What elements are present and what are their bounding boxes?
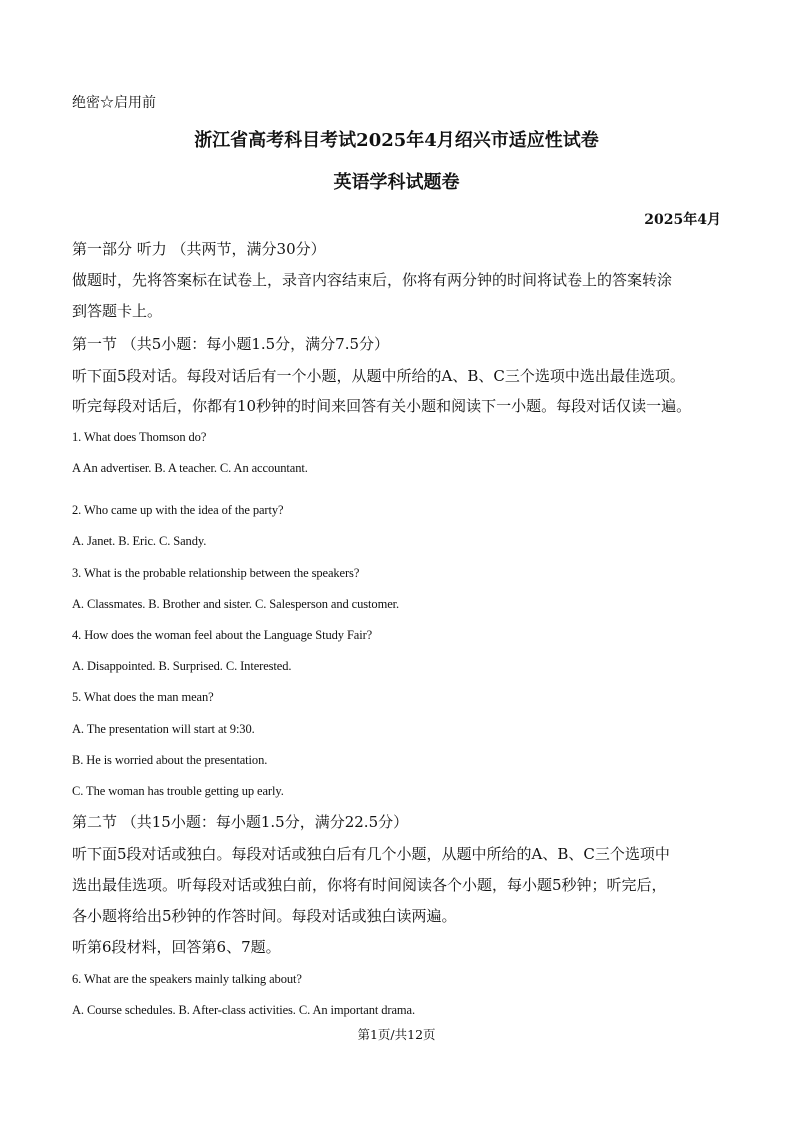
question-6: 6. What are the speakers mainly talking about? xyxy=(72,972,302,986)
question-5-option-b: B. He is worried about the presentation. xyxy=(72,753,268,767)
question-3-options: A. Classmates. B. Brother and sister. C. Salesperson and customer. xyxy=(72,597,400,611)
question-5-option-c: C. The woman has trouble getting up early. xyxy=(72,784,284,798)
section2-instructions-line3: 各小题将给出5秒钟的作答时间。每段对话或独白读两遍。 xyxy=(72,907,457,925)
section2-heading: 第二节 （共15小题：每小题1.5分，满分22.5分） xyxy=(72,813,409,831)
question-1: 1. What does Thomson do? xyxy=(72,430,207,444)
material-6-instruction: 听第6段材料，回答第6、7题。 xyxy=(72,938,281,956)
part1-heading: 第一部分 听力 （共两节，满分30分） xyxy=(72,240,326,258)
section1-instructions-line2: 听完每段对话后，你都有10秒钟的时间来回答有关小题和阅读下一小题。每段对话仅读一遍。 xyxy=(72,397,692,415)
question-2: 2. Who came up with the idea of the party? xyxy=(72,503,284,517)
question-6-options: A. Course schedules. B. After-class activities. C. An important drama. xyxy=(72,1003,416,1017)
question-3: 3. What is the probable relationship between the speakers? xyxy=(72,566,360,580)
exam-title: 浙江省高考科目考试2025年4月绍兴市适应性试卷 xyxy=(194,130,599,151)
section1-heading: 第一节 （共5小题：每小题1.5分，满分7.5分） xyxy=(72,335,390,353)
confidential-mark: 绝密☆启用前 xyxy=(72,95,156,111)
question-2-options: A. Janet. B. Eric. C. Sandy. xyxy=(72,534,207,548)
part1-instructions-line1: 做题时，先将答案标在试卷上，录音内容结束后，你将有两分钟的时间将试卷上的答案转涂 xyxy=(72,271,673,289)
section2-instructions-line1: 听下面5段对话或独白。每段对话或独白后有几个小题，从题中所给的A、B、C三个选项中 xyxy=(72,845,670,863)
section2-instructions-line2: 选出最佳选项。听每段对话或独白前，你将有时间阅读各个小题，每小题5秒钟；听完后， xyxy=(72,876,667,894)
page-number: 第1页/共12页 xyxy=(357,1027,436,1042)
question-4: 4. How does the woman feel about the Language Study Fair? xyxy=(72,628,373,642)
question-4-options: A. Disappointed. B. Surprised. C. Interested. xyxy=(72,659,292,673)
part1-instructions-line2: 到答题卡上。 xyxy=(72,302,163,320)
exam-subtitle: 英语学科试题卷 xyxy=(333,172,460,193)
exam-date: 2025年4月 xyxy=(644,212,721,228)
question-5-option-a: A. The presentation will start at 9:30. xyxy=(72,722,255,736)
question-1-options: A An advertiser. B. A teacher. C. An accountant. xyxy=(72,461,308,475)
question-5: 5. What does the man mean? xyxy=(72,690,214,704)
section1-instructions-line1: 听下面5段对话。每段对话后有一个小题，从题中所给的A、B、C三个选项中选出最佳选项。 xyxy=(72,367,685,385)
